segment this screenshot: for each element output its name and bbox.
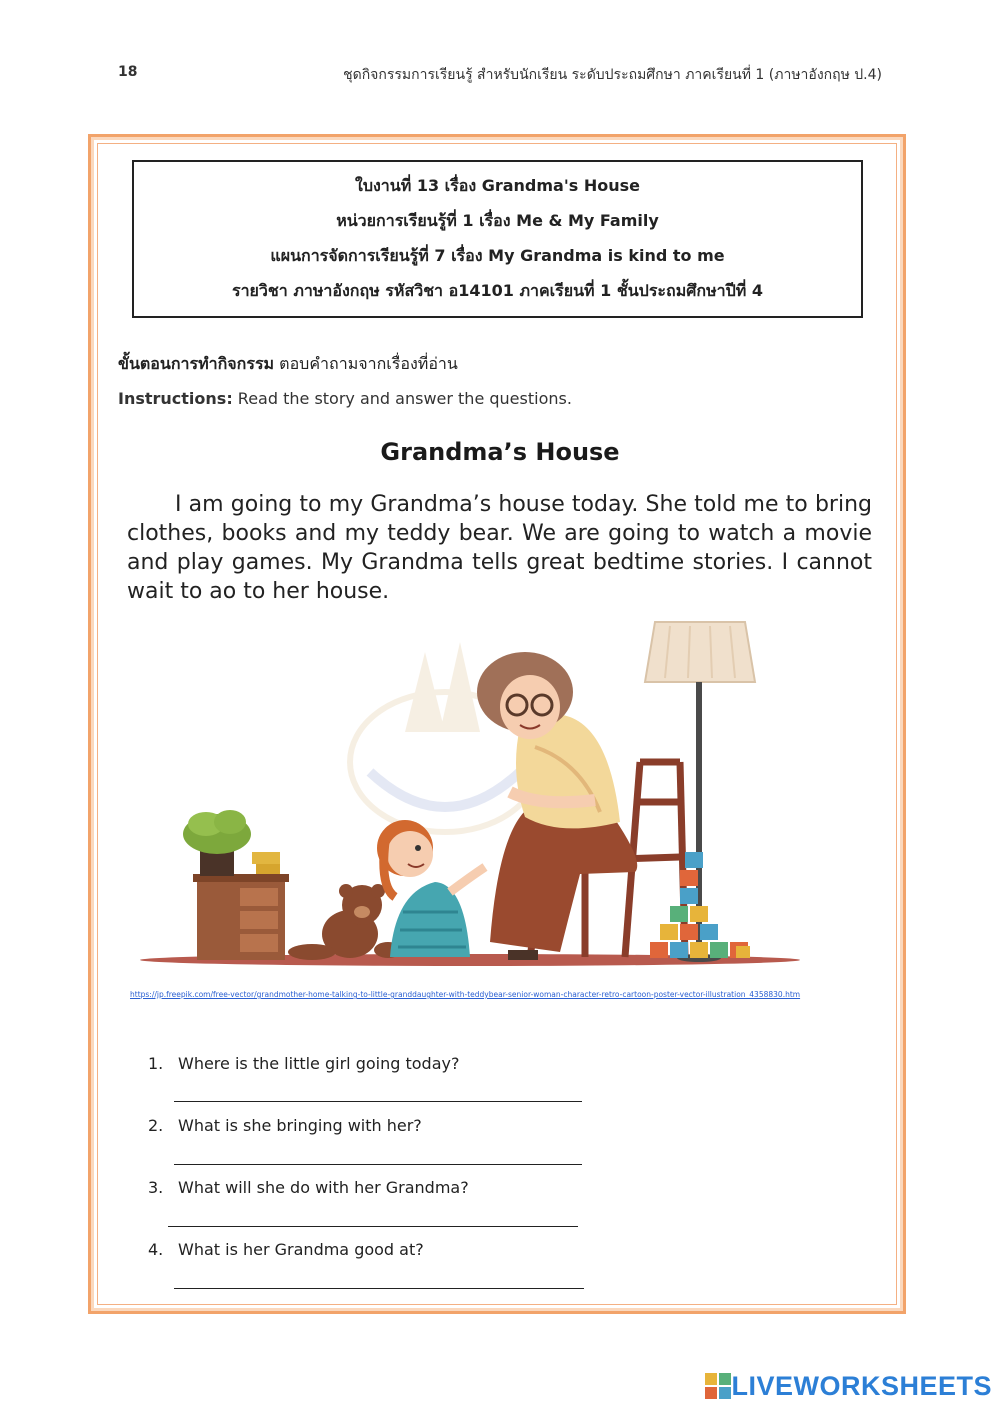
answer-input-2[interactable] [174,1135,586,1165]
question-3 [148,1178,469,1197]
answer-input-1[interactable] [174,1072,586,1102]
question-number: 2. [148,1116,164,1135]
brand-logo[interactable] [705,1371,992,1401]
question-2 [148,1116,422,1135]
title-box [132,160,863,318]
grandma [477,652,637,960]
instructions-thai-text: ตอบคำถามจากเรื่องที่อ่าน [274,354,458,373]
instructions-en-label: Instructions: [118,389,233,408]
question-1 [148,1054,459,1073]
question-number: 4. [148,1240,164,1259]
running-header: ชุดกิจกรรมการเรียนรู้ สำหรับนักเรียน ระดับประถมศึกษา ภาคเรียนที่ 1 (ภาษาอังกฤษ ป.4) [343,67,882,83]
answer-line-2[interactable] [174,1164,582,1165]
brand-blocks-icon [705,1373,731,1399]
title-line-unit: หน่วยการเรียนรู้ที่ 1 เรื่อง Me & My Family [336,211,659,230]
image-credit-link[interactable]: https://jp.freepik.com/free-vector/grandmother-home-talking-to-little-granddaughter-with-teddybear-senior-woman-character-retro-cartoon-poster-vector-illustration_4358830.htm [130,990,801,999]
brand-name: LIVEWORKSHEETS [731,1370,992,1401]
instructions-en-text: Read the story and answer the questions. [232,389,572,408]
page-number: 18 [118,64,138,80]
title-line-course: รายวิชา ภาษาอังกฤษ รหัสวิชา อ14101 ภาคเรียนที่ 1 ชั้นประถมศึกษาปีที่ 4 [231,281,764,300]
answer-line-1[interactable] [174,1101,582,1102]
question-text: What is she bringing with her? [178,1116,422,1135]
potted-plant [183,810,251,876]
answer-input-3[interactable] [168,1197,582,1227]
question-text: What is her Grandma good at? [178,1240,424,1259]
story-title: Grandma’s House [380,438,620,466]
question-number: 1. [148,1054,164,1073]
little-girl [377,820,485,957]
instructions-thai [118,352,458,377]
instructions-english [118,389,572,408]
answer-line-4[interactable] [174,1288,584,1289]
instructions-thai-label: ขั้นตอนการทำกิจกรรม [118,354,275,373]
story-illustration [140,612,840,982]
answer-input-4[interactable] [174,1259,588,1289]
question-number: 3. [148,1178,164,1197]
question-text: What will she do with her Grandma? [178,1178,469,1197]
question-text: Where is the little girl going today? [178,1054,460,1073]
teddy-bear [288,884,402,960]
answer-line-3[interactable] [168,1226,578,1227]
title-line-worksheet: ใบงานที่ 13 เรื่อง Grandma's House [355,176,640,195]
story-text: I am going to my Grandma’s house today. She told me to bring clothes, books and my teddy bear. We are going to watch a movie and play games. My Grandma tells great bedtime stories. I cannot wait to ao to her house. [127,492,872,604]
question-4 [148,1240,424,1259]
title-line-lesson-plan: แผนการจัดการเรียนรู้ที่ 7 เรื่อง My Grandma is kind to me [270,246,725,265]
